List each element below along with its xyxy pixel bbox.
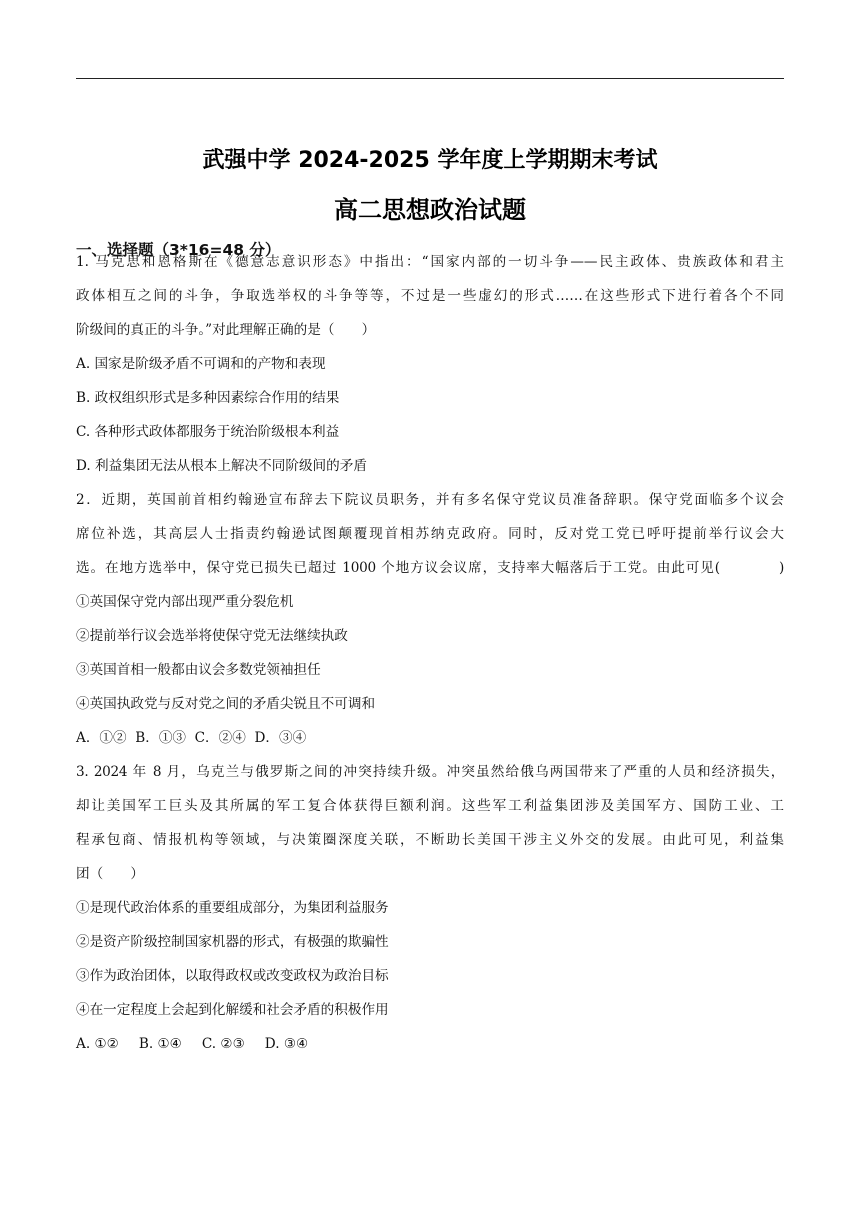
header-rule (76, 78, 784, 79)
q2-stem-line-2: 席位补选，其高层人士指责约翰逊试图颠覆现首相苏纳克政府。同时，反对党工党已呼吁提前举行议会大 (76, 526, 784, 542)
q3-answer-options (76, 1034, 308, 1054)
q1-stem-line-1: 1. 马克思和恩格斯在《德意志意识形态》中指出：“国家内部的一切斗争——民主政体、贵族政体和君主 (76, 254, 784, 270)
q3-answer-c: C. ②③ (201, 1036, 245, 1052)
q3-item-1: ①是现代政治体系的重要组成部分，为集团利益服务 (76, 900, 389, 916)
q3-stem-line-1: 3. 2024 年 8 月，乌克兰与俄罗斯之间的冲突持续升级。冲突虽然给俄乌两国带来了严重的人员和经济损失， (76, 764, 784, 780)
q3-stem-line-3: 程承包商、情报机构等领域，与决策圈深度关联，不断助长美国干涉主义外交的发展。由此可见，利益集 (76, 832, 784, 848)
q3-stem-line-2: 却让美国军工巨头及其所属的军工复合体获得巨额利润。这些军工利益集团涉及美国军方、国防工业、工 (76, 798, 784, 814)
q3-answer-b: B. ①④ (138, 1036, 182, 1052)
q3-answer-d: D. ③④ (264, 1036, 309, 1052)
q2-stem-line-1: 2．近期，英国前首相约翰逊宣布辞去下院议员职务，并有多名保守党议员准备辞职。保守党面临多个议会 (76, 492, 784, 508)
q3-stem-line-4: 团（ ） (76, 866, 144, 882)
q1-option-a: A. 国家是阶级矛盾不可调和的产物和表现 (76, 356, 326, 372)
q1-stem-line-3: 阶级间的真正的斗争。”对此理解正确的是（ ） (76, 322, 376, 338)
exam-title: 武强中学 2024-2025 学年度上学期期末考试 (202, 148, 658, 173)
q2-item-2: ②提前举行议会选举将使保守党无法继续执政 (76, 628, 348, 644)
q2-item-1: ①英国保守党内部出现严重分裂危机 (76, 594, 294, 610)
q2-item-3: ③英国首相一般都由议会多数党领袖担任 (76, 662, 321, 678)
q2-answer-options: A．①② B．①③ C．②④ D．③④ (76, 730, 307, 746)
q1-option-b: B. 政权组织形式是多种因素综合作用的结果 (76, 390, 340, 406)
exam-subtitle: 高二思想政治试题 (334, 196, 526, 224)
q3-item-4: ④在一定程度上会起到化解缓和社会矛盾的积极作用 (76, 1002, 389, 1018)
q1-stem-line-2: 政体相互之间的斗争，争取选举权的斗争等等，不过是一些虚幻的形式……在这些形式下进行着各个不同 (76, 288, 784, 304)
q2-item-4: ④英国执政党与反对党之间的矛盾尖锐且不可调和 (76, 696, 376, 712)
q2-stem-line-3: 选。在地方选举中，保守党已损失已超过 1000 个地方议会议席，支持率大幅落后于工党。由此可见( ) (76, 560, 784, 576)
q3-item-2: ②是资产阶级控制国家机器的形式，有极强的欺骗性 (76, 934, 389, 950)
q3-answer-a: A. ①② (76, 1036, 119, 1052)
section-heading: 一、选择题（3*16=48 分） (76, 241, 281, 259)
q3-item-3: ③作为政治团体，以取得政权或改变政权为政治目标 (76, 968, 389, 984)
q1-option-d: D. 利益集团无法从根本上解决不同阶级间的矛盾 (76, 458, 367, 474)
q1-option-c: C. 各种形式政体都服务于统治阶级根本利益 (76, 424, 340, 440)
